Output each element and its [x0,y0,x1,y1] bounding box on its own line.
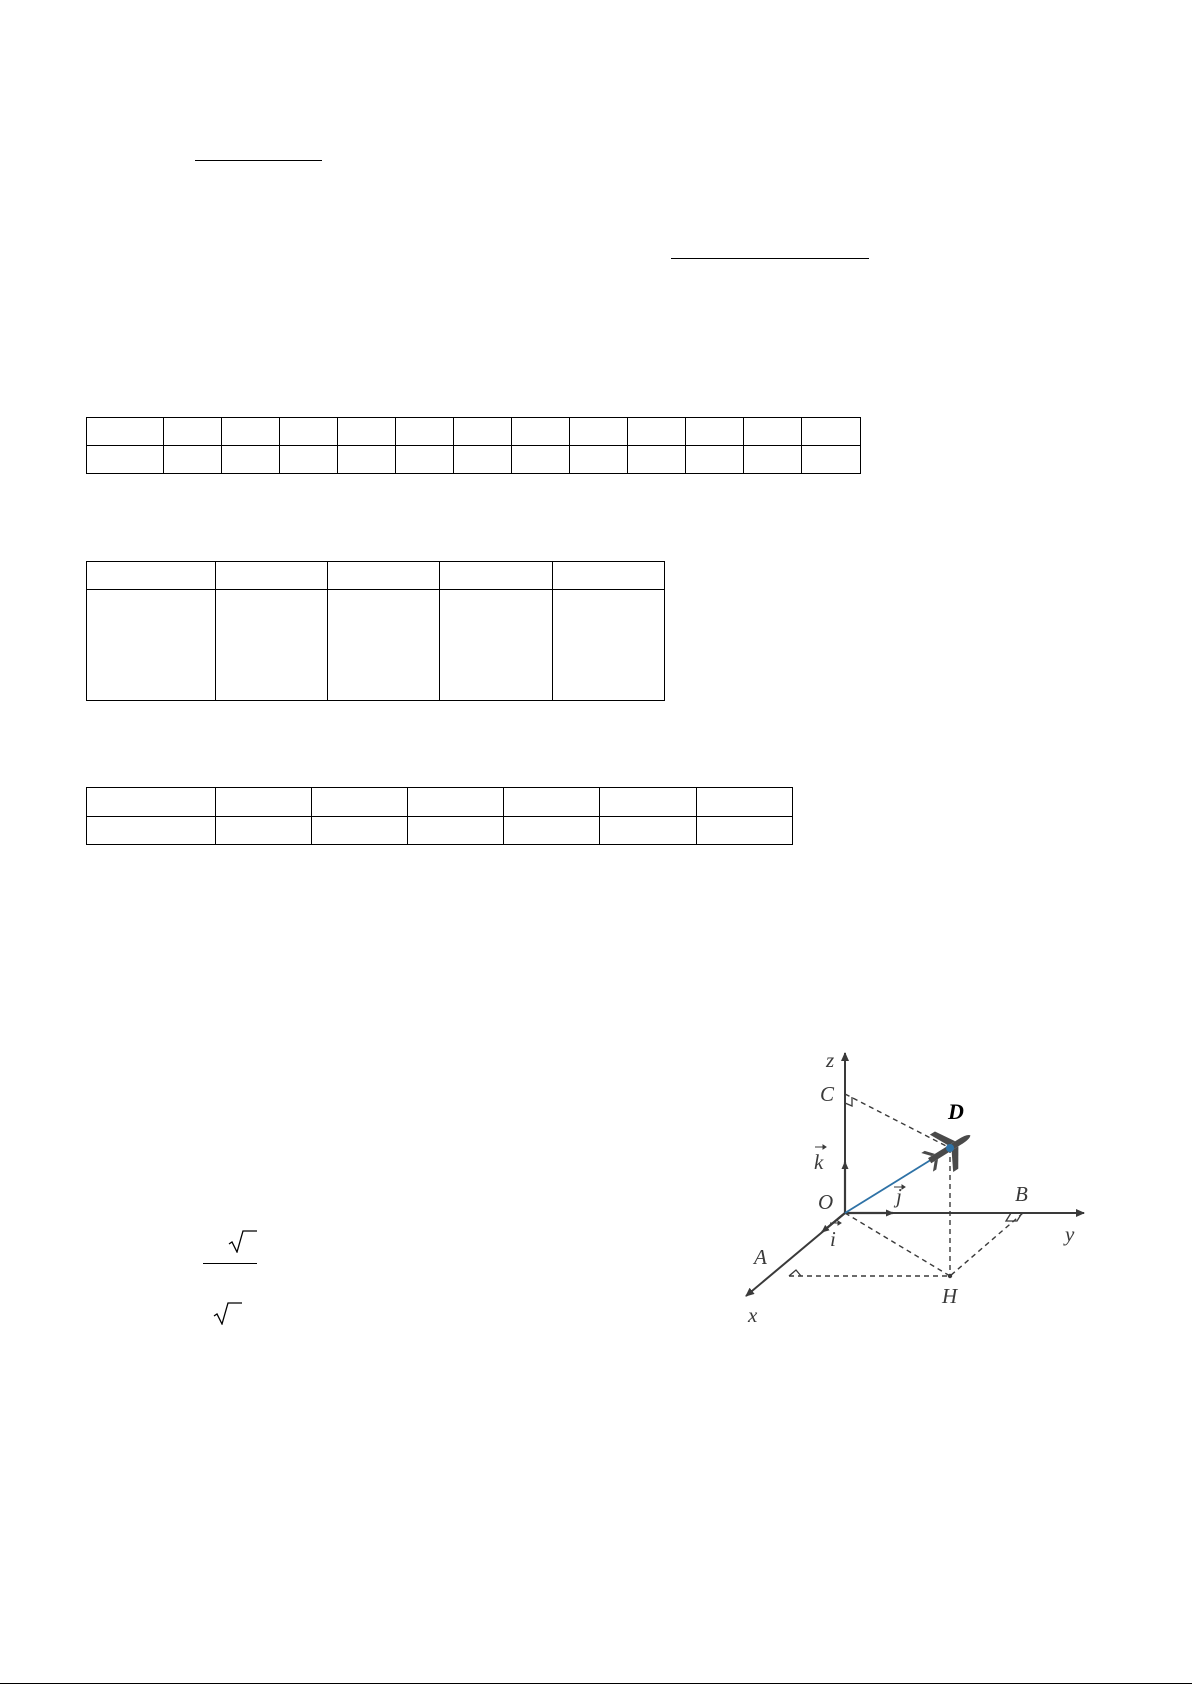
label-k: k [814,1150,824,1174]
table-cell [87,817,216,845]
table-cell [338,446,396,474]
table-cell [328,590,440,701]
table-cell [504,817,600,845]
table-cell [744,446,802,474]
label-o: O [818,1190,834,1214]
table-cell [697,817,793,845]
table-cell [396,446,454,474]
table-cell [328,562,440,590]
table-row [87,590,665,701]
right-angle-a [789,1270,801,1276]
label-y: y [1065,1222,1075,1246]
table-cell [222,418,280,446]
table-cell [553,562,665,590]
table-cell [312,817,408,845]
table-cell [312,788,408,817]
right-angle-c [845,1097,852,1106]
table-cell [697,788,793,817]
table-cell [504,788,600,817]
table-cell [600,788,697,817]
table-cell [216,590,328,701]
point-h [948,1274,952,1278]
table-row [87,817,793,845]
table-3 [86,787,793,845]
table-cell [216,817,312,845]
table-cell [338,418,396,446]
table-cell [87,446,164,474]
table-row [87,562,665,590]
table-cell [216,562,328,590]
table-cell [512,446,570,474]
label-z: z [826,1048,835,1072]
table-cell [553,590,665,701]
point-d [946,1144,954,1152]
table-cell [440,562,553,590]
table-row [87,446,861,474]
sqrt-symbol-1 [228,1229,258,1253]
table-cell [454,446,512,474]
table-cell [570,418,628,446]
label-j: j [896,1184,902,1208]
label-d: D [948,1099,964,1124]
page-bottom-rule [0,1683,1192,1684]
dashed-o-h [845,1213,950,1276]
label-c: C [820,1082,835,1106]
table-cell [87,788,216,817]
table-cell [570,446,628,474]
table-cell [87,418,164,446]
table-cell [802,418,861,446]
dashed-c-d [845,1094,950,1148]
table-cell [512,418,570,446]
table-cell [686,446,744,474]
table-cell [628,418,686,446]
blank-line-2 [671,258,869,259]
dashed-b-h [950,1213,1023,1276]
label-x: x [748,1303,758,1327]
table-1 [86,417,861,474]
table-cell [216,788,312,817]
table-cell [408,788,504,817]
table-row [87,788,793,817]
label-b: B [1015,1182,1028,1206]
right-angle-b [1006,1213,1022,1221]
label-h: H [942,1284,958,1308]
table-cell [164,418,222,446]
table-cell [87,562,216,590]
table-cell [396,418,454,446]
table-cell [408,817,504,845]
coordinate-system-figure [738,1045,1090,1335]
table-row [87,418,861,446]
blank-line-1 [195,160,322,161]
table-cell [744,418,802,446]
table-cell [686,418,744,446]
table-cell [600,817,697,845]
label-i: i [830,1227,836,1251]
fraction-bar [203,1263,257,1264]
table-cell [87,590,216,701]
table-cell [280,446,338,474]
table-cell [628,446,686,474]
table-cell [440,590,553,701]
table-cell [802,446,861,474]
table-cell [280,418,338,446]
table-cell [454,418,512,446]
table-cell [222,446,280,474]
label-a: A [754,1245,767,1269]
sqrt-symbol-2 [213,1301,243,1325]
table-cell [164,446,222,474]
table-2 [86,561,665,701]
